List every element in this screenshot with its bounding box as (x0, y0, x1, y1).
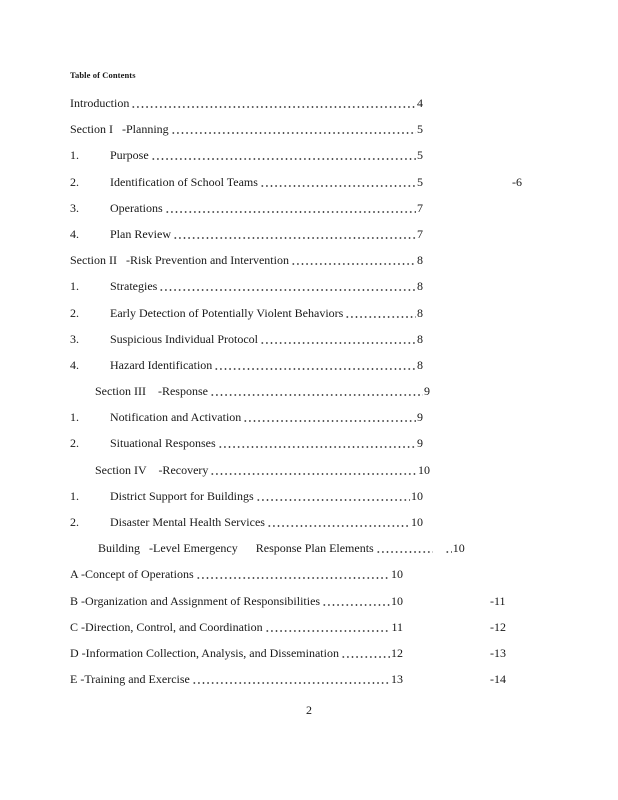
document-title: Table of Contents (70, 70, 136, 80)
toc-row (70, 541, 465, 567)
toc-dot-leader (340, 646, 390, 661)
toc-dot-leader (375, 541, 433, 556)
toc-entry-title: D -Information Collection, Analysis, and Dissemination (70, 645, 339, 660)
toc-entry-title: Hazard Identification (110, 357, 213, 372)
toc-row (70, 332, 423, 358)
toc-dot-leader (209, 384, 423, 399)
toc-entry-title: A -Concept of Operations (70, 567, 194, 582)
toc-entry-prefix: 1. (70, 148, 79, 163)
toc-entry-prefix: 3. (70, 200, 79, 215)
toc-row (70, 619, 506, 646)
toc-entry-prefix: 1. (70, 488, 79, 503)
toc-dot-leader (217, 436, 416, 451)
toc-row (70, 358, 423, 384)
toc-entry-prefix: 2. (70, 436, 79, 451)
toc-dot-leader (195, 567, 390, 582)
toc-row (70, 227, 423, 253)
toc-entry-end-page: -6 (512, 174, 522, 189)
toc-entry-page: 8 (417, 331, 423, 346)
toc-entry-page: 7 (417, 226, 423, 241)
toc-entry-prefix: 4. (70, 226, 79, 241)
toc-entry-title: C -Direction, Control, and Coordination (70, 619, 263, 634)
toc-dot-leader (158, 279, 416, 294)
toc-entry-page: 5 (417, 148, 423, 163)
toc-entry-title: Disaster Mental Health Services (110, 515, 265, 529)
toc-entry-title: Situational Responses (110, 436, 216, 451)
toc-list (70, 96, 618, 698)
toc-entry-title: Introduction (70, 96, 130, 110)
toc-row (70, 489, 423, 515)
toc-dot-leader (170, 122, 416, 137)
toc-entry-page: 10 (411, 488, 423, 503)
toc-row (70, 96, 423, 122)
toc-entry-title: Plan Review (110, 226, 171, 241)
toc-entry-page: 9 (417, 410, 423, 425)
toc-entry-page: 11 (391, 619, 403, 634)
toc-row (70, 410, 423, 436)
toc-dot-leader (344, 306, 416, 321)
toc-row (70, 436, 423, 462)
toc-entry-title: E -Training and Exercise (70, 672, 190, 687)
toc-entry-page: 10 (418, 462, 430, 477)
toc-row (70, 201, 423, 227)
toc-row (70, 593, 506, 620)
toc-row (70, 122, 423, 148)
toc-dot-leader (130, 96, 416, 111)
toc-entry-title: Suspicious Individual Protocol (110, 331, 258, 346)
toc-entry-title: Purpose (110, 148, 149, 163)
toc-dot-leader (259, 332, 416, 347)
toc-dot-leader (264, 620, 391, 635)
toc-entry-prefix: 2. (70, 305, 79, 320)
toc-entry-end-page: -12 (490, 619, 506, 634)
toc-entry-page: 13 (391, 672, 403, 687)
toc-entry-title: Section IV -Recovery (95, 462, 209, 477)
toc-dot-leader (172, 227, 416, 242)
toc-entry-title: Building -Level Emergency Response Plan Elements (98, 541, 374, 556)
toc-entry-page: 12 (391, 645, 403, 660)
toc-entry-page: 8 (417, 253, 423, 268)
toc-dot-leader (290, 253, 416, 268)
toc-row (70, 279, 423, 305)
toc-entry-page: 9 (424, 384, 430, 399)
toc-entry-prefix: 4. (70, 357, 79, 372)
toc-entry-title: Section III -Response (95, 384, 208, 399)
toc-entry-page: 8 (417, 357, 423, 372)
toc-entry-title: Identification of School Teams (110, 174, 258, 189)
toc-row (70, 253, 423, 279)
toc-entry-page: 8 (417, 305, 423, 320)
toc-dot-leader-2 (444, 541, 452, 556)
toc-entry-end-page: -14 (490, 672, 506, 687)
toc-row (70, 174, 522, 201)
toc-row (70, 384, 430, 410)
toc-dot-leader (150, 148, 416, 163)
toc-entry-prefix: 3. (70, 331, 79, 346)
toc-entry-page: 8 (417, 279, 423, 294)
page-number: 2 (306, 703, 312, 717)
toc-entry-page: 10 (391, 593, 403, 608)
toc-row (70, 306, 423, 332)
toc-entry-page: 10 (391, 567, 403, 582)
toc-row (70, 463, 430, 489)
toc-row (70, 148, 423, 174)
toc-dot-leader (191, 672, 390, 687)
toc-row (70, 567, 403, 593)
toc-dot-leader (209, 463, 417, 478)
toc-dot-leader (259, 175, 416, 190)
toc-entry-page: 10 (452, 541, 465, 556)
toc-entry-prefix: 2. (70, 515, 79, 529)
toc-entry-page: 9 (417, 436, 423, 451)
toc-entry-title: Early Detection of Potentially Violent Behaviors (110, 305, 344, 320)
toc-entry-prefix: 1. (70, 279, 79, 294)
toc-dot-leader (164, 201, 416, 216)
toc-entry-title: Operations (110, 200, 163, 215)
toc-dot-leader (242, 410, 416, 425)
toc-entry-end-page: -11 (490, 593, 506, 608)
toc-dot-leader (213, 358, 416, 373)
toc-entry-page: 10 (411, 515, 423, 529)
toc-dot-leader (266, 515, 410, 530)
toc-entry-title: Section II -Risk Prevention and Intervention (70, 253, 289, 268)
toc-row (70, 672, 506, 698)
toc-entry-page: 5 (417, 122, 423, 137)
toc-entry-page: 4 (417, 96, 423, 110)
toc-entry-end-page: -13 (490, 645, 506, 660)
toc-entry-title: Strategies (110, 279, 158, 294)
toc-entry-prefix: 2. (70, 174, 79, 189)
toc-row (70, 515, 423, 541)
toc-entry-page: 5 (417, 174, 423, 189)
toc-entry-title: Section I -Planning (70, 122, 169, 137)
toc-dot-leader (255, 489, 410, 504)
toc-dot-leader (321, 594, 390, 609)
toc-entry-page: 7 (417, 200, 423, 215)
toc-row (70, 645, 506, 672)
toc-entry-title: B -Organization and Assignment of Responsibilities (70, 593, 321, 608)
toc-entry-prefix: 1. (70, 410, 79, 425)
toc-entry-title: Notification and Activation (110, 410, 242, 425)
toc-entry-title: District Support for Buildings (110, 488, 254, 503)
